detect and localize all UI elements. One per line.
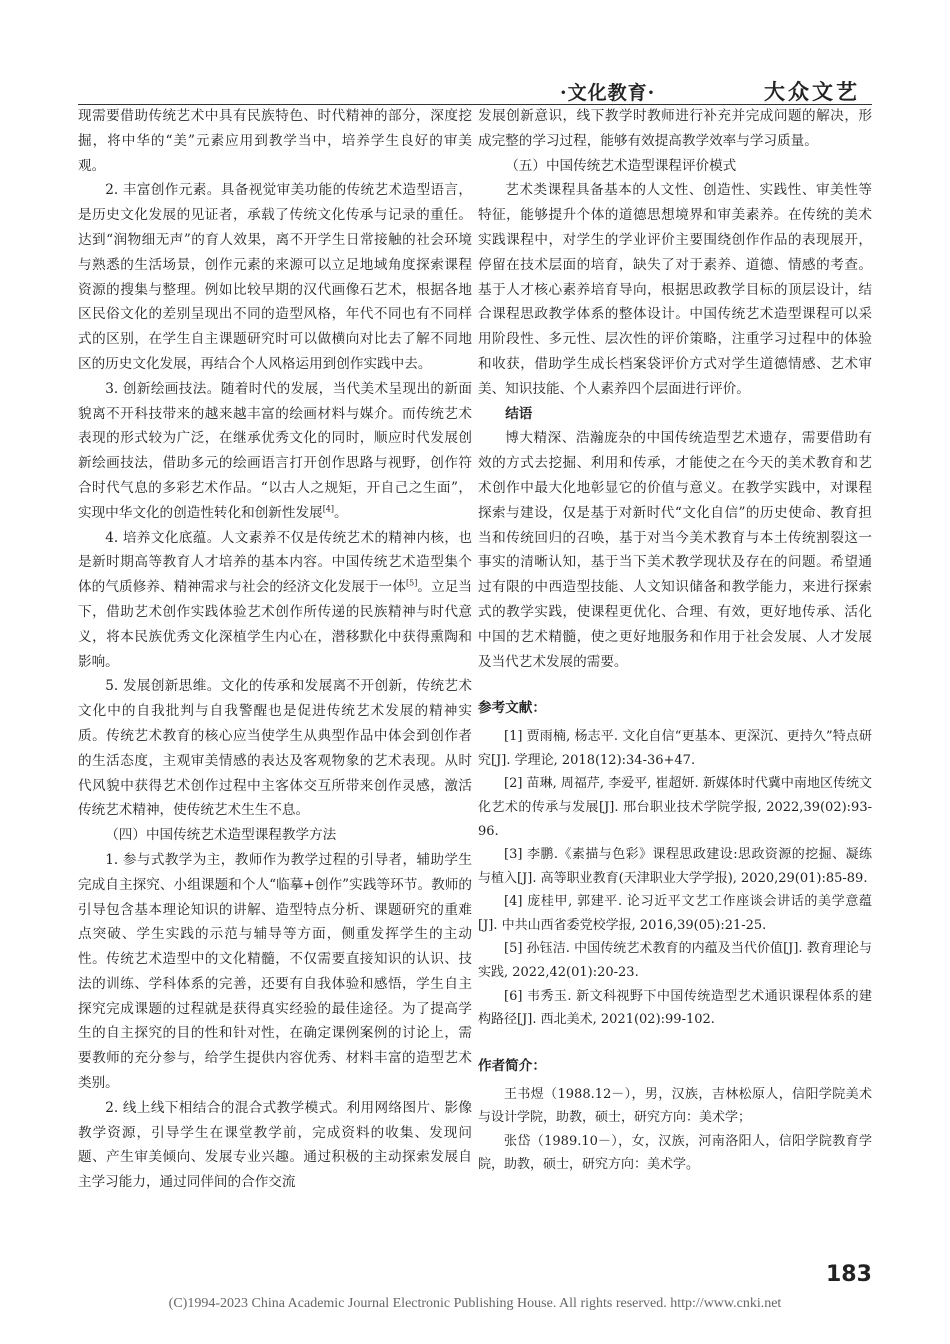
references-title: 参考文献： — [478, 700, 546, 717]
page-number: 183 — [826, 1262, 872, 1287]
journal-name: 大众文艺 — [764, 79, 860, 104]
section-heading: （四）中国传统艺术造型课程教学方法 — [105, 827, 337, 844]
author-bio: 张岱（1989.10－），女，汉族，河南洛阳人，信阳学院教育学院，助教，硕士，研究方向：美术学。 — [478, 1133, 872, 1173]
paragraph: 发展创新意识，线下教学时教师进行补充并完成问题的解决，形成完整的学习过程，能够有效提高教学效率与学习质量。 — [478, 108, 872, 149]
reference-item: [4] 庞桂甲, 郭建平. 论习近平文艺工作座谈会讲话的美学意蕴[J]. 中共山西省委党校学报, 2016,39(05):21-25. — [478, 894, 872, 933]
paragraph: 3. 创新绘画技法。随着时代的发展，当代美术呈现出的新面貌离不开科技带来的越来越丰富的绘画材料与媒介。而传统艺术表现的形式较为广泛，在继承优秀文化的同时，顺应时代发展创新绘画技法，借助多元的绘画语言打开创作思路与视野，创作符合时代气息的多彩艺术作品。“以古人之规矩，开自己之生面”，实现中华文化的创造性转化和创新性发展[4]。 — [78, 380, 472, 521]
copyright-footer: (C)1994-2023 China Academic Journal Electronic Publishing House. All rights reserved. http://www.cnki.net — [168, 1296, 782, 1311]
section-heading: （五）中国传统艺术造型课程评价模式 — [505, 157, 737, 174]
reference-item: [1] 贾雨楠, 杨志平. 文化自信“更基本、更深沉、更持久”特点研究[J]. 学理论, 2018(12):34-36+47. — [478, 729, 872, 768]
right-column — [478, 104, 872, 1177]
reference-item: [5] 孙钰洁. 中国传统艺术教育的内蕴及当代价值[J]. 教育理论与实践, 2022,42(01):20-23. — [478, 941, 872, 981]
running-header — [560, 76, 860, 106]
author-bio-title: 作者简介： — [478, 1057, 546, 1074]
reference-item: [2] 苗琳, 周福芹, 李爱平, 崔超妍. 新媒体时代冀中南地区传统文化艺术的传承与发展[J]. 邢台职业技术学院学报, 2022,39(02):93-96. — [478, 776, 872, 839]
citation-marker: [5] — [406, 578, 418, 588]
conclusion-heading: 结语 — [505, 405, 533, 422]
paragraph: 5. 发展创新思维。文化的传承和发展离不开创新，传统艺术文化中的自我批判与自我警醒也是促进传统艺术发展的精神实质。传统艺术教育的核心应当使学生从典型作品中体会到创作者的生活态度，主观审美情感的表达及客观物象的艺术表现。从时代风貌中获得艺术创作过程中主客体交互所带来创作灵感，激活传统艺术精神，使传统艺术生生不息。 — [78, 678, 472, 819]
paragraph: 2. 丰富创作元素。具备视觉审美功能的传统艺术造型语言，是历史文化发展的见证者，承载了传统文化传承与记录的重任。达到“润物细无声”的育人效果，离不开学生日常接触的社会环境与熟悉的生活场景，创作元素的来源可以立足地域角度探索课程资源的搜集与整理。例如比较早期的汉代画像石艺术，根据各地区民俗文化的差别呈现出不同的造型风格，年代不同也有不同样式的区别，在学生自主课题研究时可以做横向对比去了解不同地区的历史文化发展，再结合个人风格运用到创作实践中去。 — [78, 182, 472, 372]
author-bio: 王书煜（1988.12－），男，汉族，吉林松原人，信阳学院美术与设计学院，助教，硕士，研究方向：美术学； — [478, 1086, 872, 1126]
paragraph: 2. 线上线下相结合的混合式教学模式。利用网络图片、影像教学资源，引导学生在课堂教学前，完成资料的收集、发现问题、产生审美倾向、发展专业兴趣。通过积极的主动探索发展自主学习能力，通过同伴间的合作交流 — [78, 1099, 472, 1191]
left-column — [78, 104, 472, 1195]
section-label: ·文化教育· — [560, 81, 656, 104]
paragraph: 4. 培养文化底蕴。人文素养不仅是传统艺术的精神内核，也是新时期高等教育人才培养的基本内容。中国传统艺术造型集个体的气质修养、精神需求与社会的经济文化发展于一体[5]。立足当下，借助艺术创作实践体验艺术创作所传递的民族精神与时代意义，将本民族优秀文化深植学生内心在，潜移默化中获得熏陶和影响。 — [78, 529, 473, 670]
reference-item: [3] 李鹏.《素描与色彩》课程思政建设:思政资源的挖掘、凝练与植入[J]. 高等职业教育(天津职业大学学报), 2020,29(01):85-89. — [478, 847, 872, 886]
reference-item: [6] 韦秀玉. 新文科视野下中国传统造型艺术通识课程体系的建构路径[J]. 西北美术, 2021(02):99-102. — [478, 988, 872, 1028]
paragraph: 艺术类课程具备基本的人文性、创造性、实践性、审美性等特征，能够提升个体的道德思想境界和审美素养。在传统的美术实践课程中，对学生的学业评价主要围绕创作作品的表现展开，停留在技术层面的培育，缺失了对于素养、道德、情感的考查。基于人才核心素养培育导向，根据思政教学目标的顶层设计，结合课程思政教学体系的整体设计。中国传统艺术造型课程可以采用阶段性、多元性、层次性的评价策略，注重学习过程中的体验和收获，借助学生成长档案袋评价方式对学生道德情感、艺术审美、知识技能、个人素养四个层面进行评价。 — [478, 182, 872, 397]
paragraph: 1. 参与式教学为主，教师作为教学过程的引导者，辅助学生完成自主探究、小组课题和个人“临摹+创作”实践等环节。教师的引导包含基本理论知识的讲解、造型特点分析、课题研究的重难点突破、学生实践的示范与辅导等方面，侧重发挥学生的主动性。传统艺术造型中的文化精髓，不仅需要直接知识的认识、技法的训练、学科体系的完善，还要有自我体验和感悟，学生自主探究完成课题的过程就是获得真实经验的最佳途径。为了提高学生的自主探究的目的性和针对性，在确定课例案例的讨论上，需要教师的充分参与，给学生提供内容优秀、材料丰富的造型艺术类别。 — [78, 851, 472, 1092]
paragraph: 现需要借助传统艺术中具有民族特色、时代精神的部分，深度挖掘，将中华的“美”元素应用到教学当中，培养学生良好的审美观。 — [78, 108, 472, 174]
citation-marker: [4] — [322, 504, 335, 514]
paragraph: 博大精深、浩瀚庞杂的中国传统造型艺术遗存，需要借助有效的方式去挖掘、利用和传承，才能使之在今天的美术教育和艺术创作中最大化地彰显它的价值与意义。在教学实践中，对课程探索与建设，仅是基于对新时代“文化自信”的历史使命、教育担当和传统回归的召唤，基于对当今美术教育与本土传统割裂这一事实的清晰认知，基于当下美术教学现状及存在的问题。希望通过有限的中西造型技能、人文知识储备和教学能力，来进行探索式的教学实践，使课程更优化、合理、有效，更好地传承、活化中国的艺术精髓，使之更好地服务和作用于社会发展、人才发展及当代艺术发展的需要。 — [478, 430, 872, 670]
